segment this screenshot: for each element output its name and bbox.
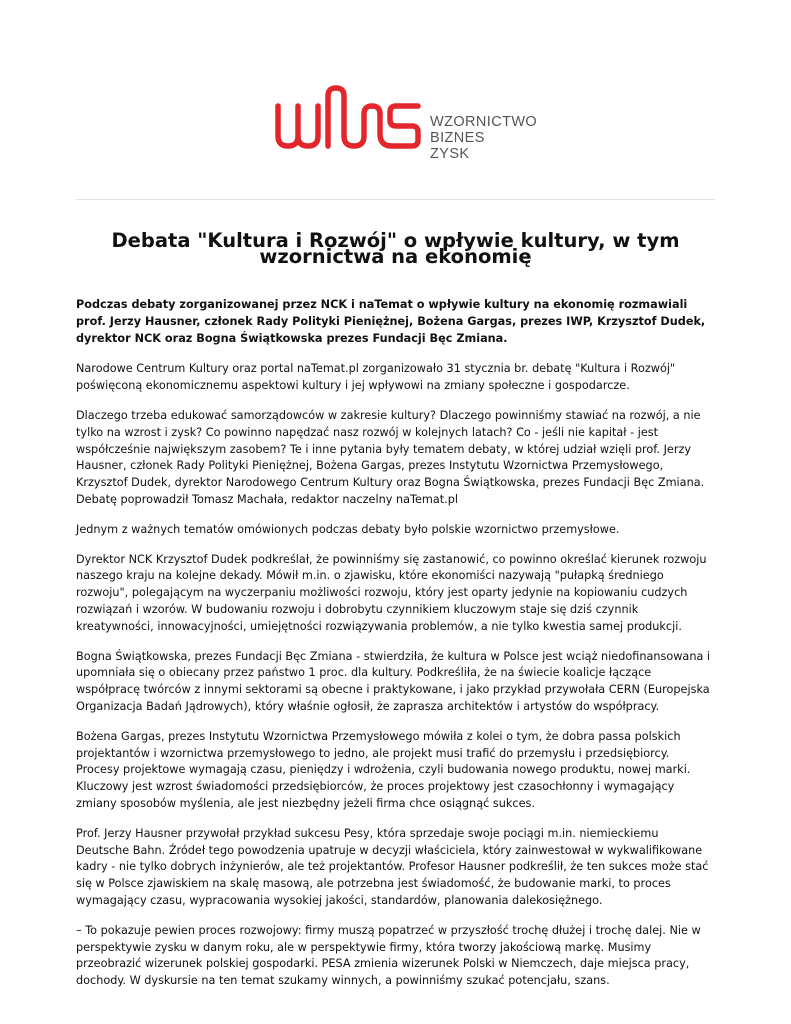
article-paragraph: Narodowe Centrum Kultury oraz portal naTemat.pl zorganizowało 31 stycznia br. debatę "Kultura i Rozwój" poświęconą ekonomicznemu aspektowi kultury i jej wpływowi na zmiany społeczne i gospodarcze. <box>76 362 676 393</box>
logo-line-3: ZYSK <box>430 146 470 162</box>
header-divider <box>76 199 715 200</box>
article-paragraph: Dlaczego trzeba edukować samorządowców w zakresie kultury? Dlaczego powinniśmy stawiać na rozwój, a nie tylko na wzrost i zysk? Co powinno napędzać nasz rozwój w kolejnych latach? Co - jeśli nie kapitał - jest współcześnie największym zasobem? Te i inne pytania były tematem debaty, w której udział wzięli prof. Jerzy Hausner, członek Rady Polityki Pieniężnej, Bożena Gargas, prezes Instytutu Wzornictwa Przemysłowego, Krzysztof Dudek, dyrektor Narodowego Centrum Kultury oraz Bogna Świątkowska, prezes Fundacji Bęc Zmiana. Debatę poprowadził Tomasz Machała, redaktor naczelny naTemat.pl <box>76 408 705 506</box>
article-title: Debata "Kultura i Rozwój" o wpływie kultury, w tym wzornictwa na ekonomię <box>111 229 680 268</box>
article-paragraph: Dyrektor NCK Krzysztof Dudek podkreślał, że powinniśmy się zastanowić, co powinno określać kierunek rozwoju naszego kraju na kolejne dekady. Mówił m.in. o zjawisku, które ekonomiści nazywają "pułapką średniego rozwoju", polegającym na wyczerpaniu możliwości rozwoju, który jest oparty jedynie na kopiowaniu cudzych rozwiązań i wzorów. W budowaniu rozwoju i dobrobytu czynnikiem kluczowym staje się dziś czynnik kreatywności, innowacyjności, umiejętności rozwiązywania problemów, a nie tylko kwestia samej produkcji. <box>76 552 707 633</box>
article-paragraph: Prof. Jerzy Hausner przywołał przykład sukcesu Pesy, która sprzedaje swoje pociągi m.in. niemieckiemu Deutsche Bahn. Źródeł tego powodzenia upatruje w decyzji właściciela, który zainwestował w wykwalifikowane kadry - nie tylko dobrych inżynierów, ale też projektantów. Profesor Hausner podkreślił, że ten sukces może stać się w Polsce zjawiskiem na skalę masową, ale potrzebna jest świadomość, że budowanie marki, to proces wymagający czasu, wypracowania wysokiej jakości, standardów, planowania dalekosiężnego. <box>76 826 709 907</box>
wbz-logo-mark <box>272 84 538 162</box>
logo-line-2: BIZNES <box>430 130 485 146</box>
article-lead: Podczas debaty zorganizowanej przez NCK i naTemat o wpływie kultury na ekonomię rozmawiali prof. Jerzy Hausner, członek Rady Polityki Pieniężnej, Bożena Gargas, prezes IWP, Krzysztof Dudek, dyrektor NCK oraz Bogna Świątkowska prezes Fundacji Bęc Zmiana. <box>76 298 706 345</box>
article-paragraph: Jednym z ważnych tematów omówionych podczas debaty było polskie wzornictwo przemysłowe. <box>76 522 620 536</box>
logo-mark-shape <box>278 88 418 146</box>
brand-logo <box>272 84 538 162</box>
article-paragraph: Bogna Świątkowska, prezes Fundacji Bęc Zmiana - stwierdziła, że kultura w Polsce jest wciąż niedofinansowana i upomniała się o obiecany przez państwo 1 proc. dla kultury. Podkreśliła, że na świecie koalicje łączące współpracę twórców z innymi sektorami są obecne i praktykowane, i jako przykład przywołała CERN (Europejska Organizacja Badań Jądrowych), który właśnie ogłosił, że zaprasza architektów i artystów do współpracy. <box>76 649 711 713</box>
article-body <box>76 297 715 1003</box>
article-paragraph: Bożena Gargas, prezes Instytutu Wzornictwa Przemysłowego mówiła z kolei o tym, że dobra passa polskich projektantów i wzornictwa przemysłowego to jedno, ale projekt musi trafić do przemysłu i przedsiębiorcy. Procesy projektowe wymagają czasu, pieniędzy i wdrożenia, czyli budowania nowego produktu, nowej marki. Kluczowy jest wzrost świadomości przedsiębiorców, że proces projektowy jest czasochłonny i wymagający zmiany sposobów myślenia, ale jest niezbędny jeżeli firma chce osiągnąć sukces. <box>76 729 691 810</box>
article-paragraph: – To pokazuje pewien proces rozwojowy: firmy muszą popatrzeć w przyszłość trochę dłużej i trochę dalej. Nie w perspektywie zysku w danym roku, ale w perspektywie firmy, która tworzy jakościową markę. Musimy przeobrazić wizerunek polskiej gospodarki. PESA zmienia wizerunek Polski w Niemczech, daje miejsca pracy, dochody. W dyskursie na ten temat szukamy winnych, a powinniśmy szukać potencjału, szans. <box>76 923 701 988</box>
logo-line-1: WZORNICTWO <box>430 114 538 130</box>
logo-wordmark <box>430 114 537 162</box>
